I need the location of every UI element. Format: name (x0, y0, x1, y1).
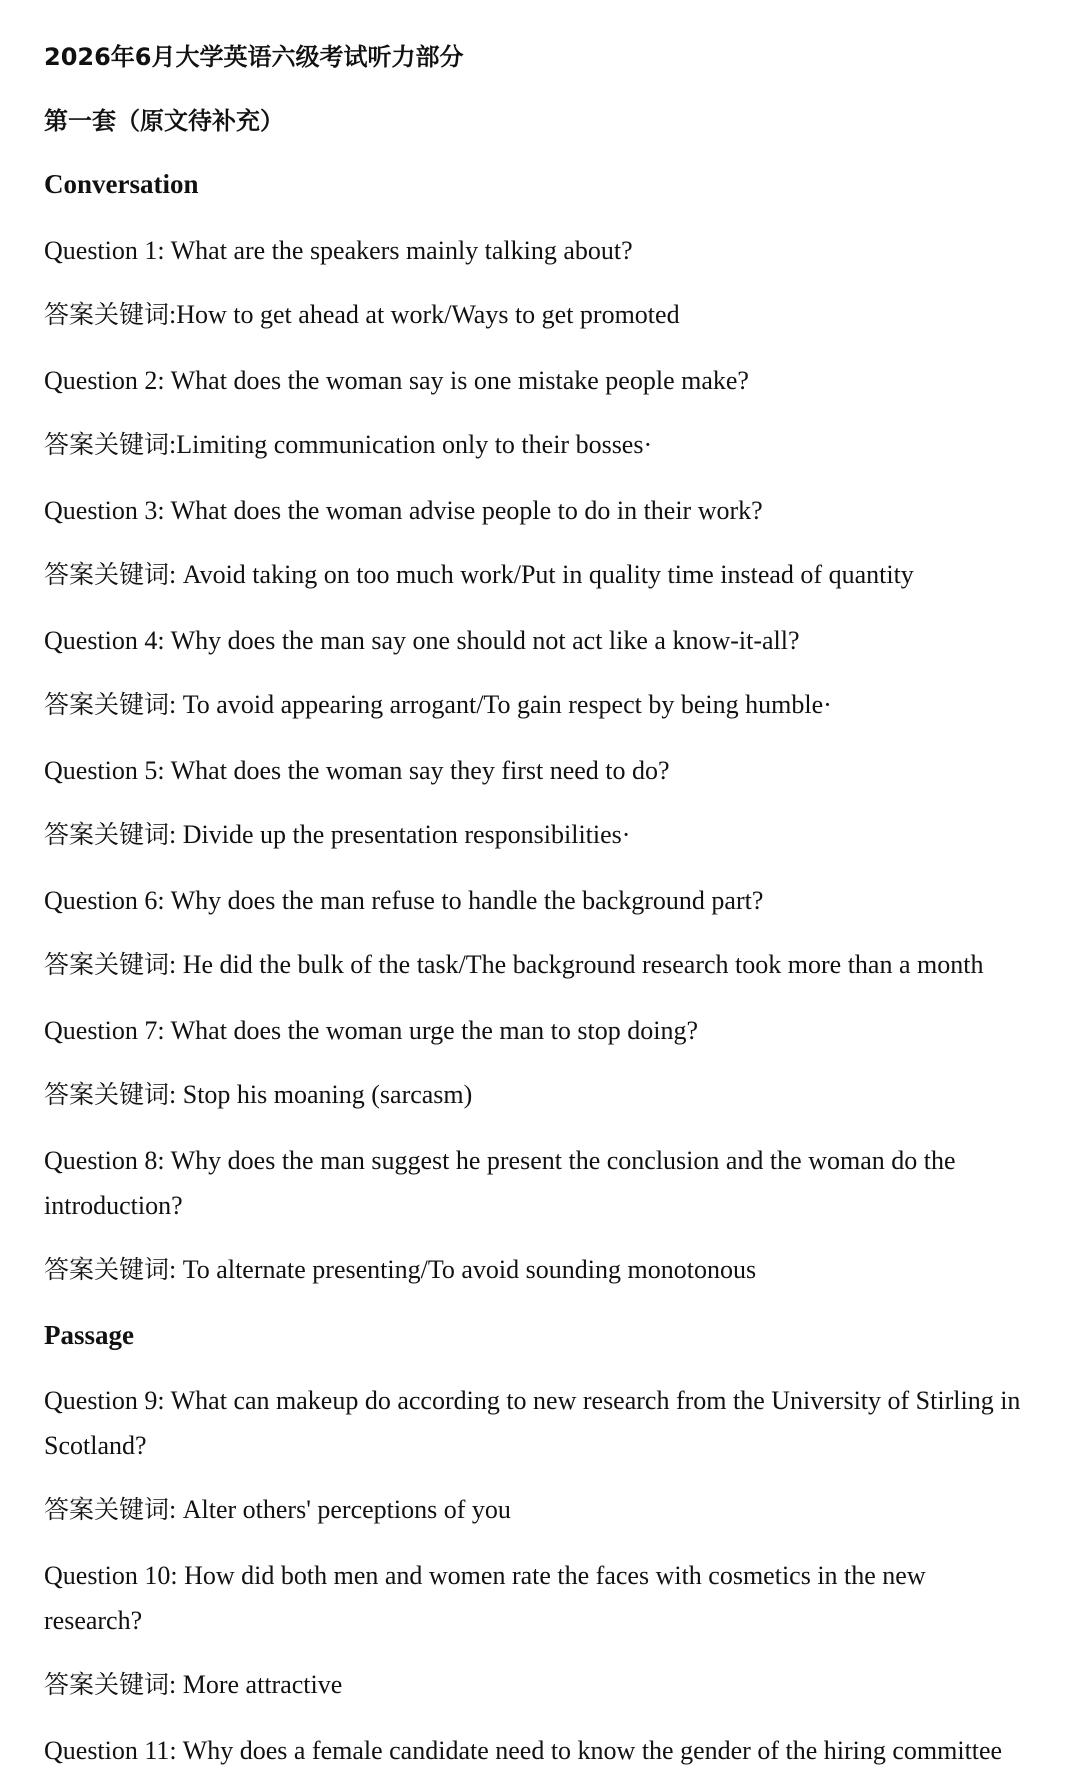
question-10-continued: research? (44, 1606, 143, 1635)
question-4: Question 4: Why does the man say one should not act like a know-it-all? (44, 626, 800, 655)
answer-3 (44, 560, 1070, 590)
question-8-continued: introduction? (44, 1191, 183, 1220)
answer-text: : Alter others' perceptions of you (169, 1495, 511, 1524)
answer-text: :Limiting communication only to their bosses· (169, 430, 653, 459)
answer-8 (44, 1255, 1070, 1285)
answer-text: : Avoid taking on too much work/Put in quality time instead of quantity (169, 560, 914, 589)
question-5: Question 5: What does the woman say they first need to do? (44, 756, 670, 785)
answer-label: 答案关键词 (44, 560, 170, 589)
answer-label: 答案关键词 (44, 1080, 170, 1109)
answer-label: 答案关键词 (44, 820, 170, 849)
question-9: Question 9: What can makeup do according to new research from the University of Stirling in (44, 1386, 1021, 1415)
answer-label: 答案关键词 (44, 1255, 170, 1284)
answer-9 (44, 1495, 1070, 1525)
answer-1 (44, 300, 1070, 330)
question-1: Question 1: What are the speakers mainly talking about? (44, 236, 633, 265)
set-label: 第一套（原文待补充） (44, 107, 284, 135)
question-10: Question 10: How did both men and women rate the faces with cosmetics in the new (44, 1561, 926, 1590)
question-7: Question 7: What does the woman urge the man to stop doing? (44, 1016, 698, 1045)
answer-text: : More attractive (169, 1670, 343, 1699)
document-title: 2026年6月大学英语六级考试听力部分 (44, 43, 464, 71)
answer-10 (44, 1670, 1070, 1700)
answer-2 (44, 430, 1070, 460)
question-8: Question 8: Why does the man suggest he present the conclusion and the woman do the (44, 1146, 956, 1175)
answer-7 (44, 1080, 1070, 1110)
answer-label: 答案关键词 (44, 950, 170, 979)
answer-text: : He did the bulk of the task/The background research took more than a month (169, 950, 984, 979)
answer-text: : To avoid appearing arrogant/To gain respect by being humble· (169, 690, 832, 719)
answer-label: 答案关键词 (44, 1670, 170, 1699)
answer-4 (44, 690, 1070, 720)
answer-label: 答案关键词 (44, 430, 170, 459)
answer-6 (44, 950, 1070, 980)
question-2: Question 2: What does the woman say is one mistake people make? (44, 366, 749, 395)
answer-label: 答案关键词 (44, 1495, 170, 1524)
question-6: Question 6: Why does the man refuse to handle the background part? (44, 886, 764, 915)
question-9-continued: Scotland? (44, 1431, 147, 1460)
section-heading-passage: Passage (44, 1320, 134, 1350)
answer-5 (44, 820, 1070, 850)
question-11: Question 11: Why does a female candidate need to know the gender of the hiring committee (44, 1736, 1003, 1765)
answer-label: 答案关键词 (44, 690, 170, 719)
section-heading-conversation: Conversation (44, 169, 199, 199)
answer-text: : To alternate presenting/To avoid sounding monotonous (169, 1255, 757, 1284)
answer-text: : Stop his moaning (sarcasm) (169, 1080, 473, 1109)
answer-text: : Divide up the presentation responsibilities· (169, 820, 631, 849)
question-3: Question 3: What does the woman advise people to do in their work? (44, 496, 763, 525)
answer-label: 答案关键词 (44, 300, 170, 329)
answer-text: :How to get ahead at work/Ways to get promoted (169, 300, 680, 329)
